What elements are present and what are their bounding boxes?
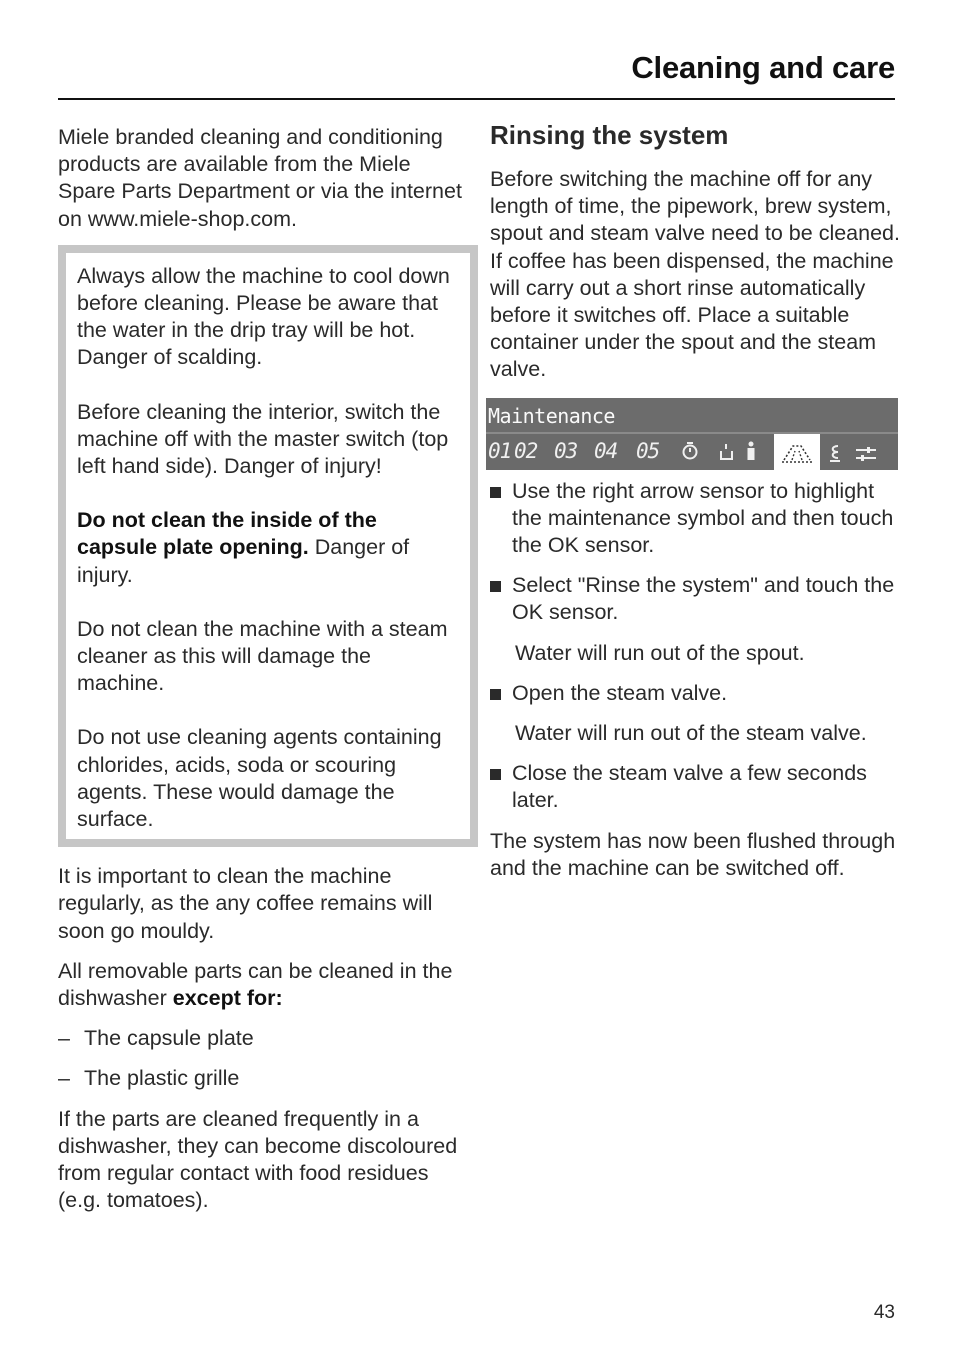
exception-text: The plastic grille	[84, 1066, 240, 1091]
program-segment: 05	[636, 438, 660, 463]
program-segment: 04	[594, 438, 618, 463]
rinsing-intro-paragraph: Before switching the machine off for any length of time, the pipework, brew system, spout and steam valve need to be cleaned.	[490, 167, 900, 246]
program-segment: 01	[488, 438, 512, 463]
dishwasher-paragraph: If the parts are cleaned frequently in a dishwasher, they can become discoloured from regular contact with food residues (e.g. tomatoes).	[58, 1106, 458, 1213]
list-item	[58, 1065, 468, 1092]
removable-parts-bold: except for:	[172, 986, 283, 1011]
timer-icon	[680, 440, 700, 462]
list-item	[490, 478, 900, 560]
right-column	[490, 118, 900, 882]
step-result: Water will run out of the steam valve.	[515, 721, 867, 746]
warning-paragraph-steam-cleaner: Do not clean the machine with a steam cleaner as this will damage the machine.	[77, 616, 448, 696]
warning-paragraph-cool-down: Always allow the machine to cool down before cleaning. Please be aware that the water in the drip tray will be hot. Danger of scalding.	[77, 263, 450, 370]
step-text: Open the steam valve.	[512, 680, 728, 705]
step-text: Close the steam valve a few seconds later.	[512, 761, 867, 813]
intro-paragraph: Miele branded cleaning and conditioning products are available from the Miele Spare Parts Department or via the internet on www.miele-shop.com.	[58, 125, 462, 231]
maintenance-display	[486, 398, 898, 470]
steps-list	[490, 478, 900, 627]
program-segment: 02	[514, 438, 538, 463]
steps-list	[490, 680, 900, 707]
list-item	[490, 572, 900, 626]
warning-rest-text: Danger of injury.	[77, 535, 410, 587]
warning-paragraph-cleaning-agents: Do not use cleaning agents containing chlorides, acids, soda or scouring agents. These would damage the surface.	[77, 725, 442, 832]
display-header	[486, 398, 898, 432]
regular-cleaning-paragraph: It is important to clean the machine regularly, as the any coffee remains will soon go mouldy.	[58, 864, 433, 943]
list-item	[58, 1025, 468, 1052]
warning-bold-text: Do not clean the inside of the capsule plate opening.	[77, 508, 377, 560]
steam-icon	[826, 442, 844, 464]
bullet-square-icon	[490, 769, 501, 780]
steps-list	[490, 760, 900, 814]
bullet-square-icon	[490, 487, 501, 498]
left-column	[58, 124, 468, 1215]
settings-icon	[854, 444, 878, 464]
list-item	[490, 760, 900, 814]
warning-paragraph-capsule-plate	[77, 507, 459, 589]
removable-parts-paragraph	[58, 958, 468, 1012]
person-icon	[744, 440, 758, 462]
warning-box	[58, 245, 478, 847]
closing-paragraph: The system has now been flushed through and the machine can be switched off.	[490, 828, 896, 880]
title-divider	[58, 98, 895, 100]
dash-marker: –	[58, 1026, 70, 1051]
step-text: Select "Rinse the system" and touch the OK sensor.	[512, 573, 895, 625]
cup-icon	[718, 440, 736, 462]
section-title: Rinsing the system	[490, 120, 729, 150]
program-segment: 03	[554, 438, 578, 463]
display-label: Maintenance	[488, 403, 615, 428]
page-number: 43	[873, 1302, 895, 1323]
bullet-square-icon	[490, 581, 501, 592]
step-text: Use the right arrow sensor to highlight the maintenance symbol and then touch the OK sensor.	[512, 478, 894, 558]
rinsing-auto-paragraph: If coffee has been dispensed, the machine will carry out a short rinse automatically before it switches off. Place a suitable container under the spout and the steam valve.	[490, 248, 894, 382]
rinse-icon	[780, 440, 814, 464]
rinse-selection	[774, 434, 820, 470]
dash-marker: –	[58, 1066, 70, 1091]
warning-paragraph-switch-off: Before cleaning the interior, switch the machine off with the master switch (top left hand side). Danger of injury!	[77, 399, 449, 479]
step-result: Water will run out of the spout.	[515, 640, 805, 665]
list-item	[490, 680, 900, 707]
removable-parts-text: All removable parts can be cleaned in the dishwasher	[58, 958, 453, 1011]
page-title: Cleaning and care	[631, 50, 895, 85]
bullet-square-icon	[490, 689, 501, 700]
exception-text: The capsule plate	[84, 1026, 254, 1051]
exceptions-list	[58, 1025, 468, 1092]
